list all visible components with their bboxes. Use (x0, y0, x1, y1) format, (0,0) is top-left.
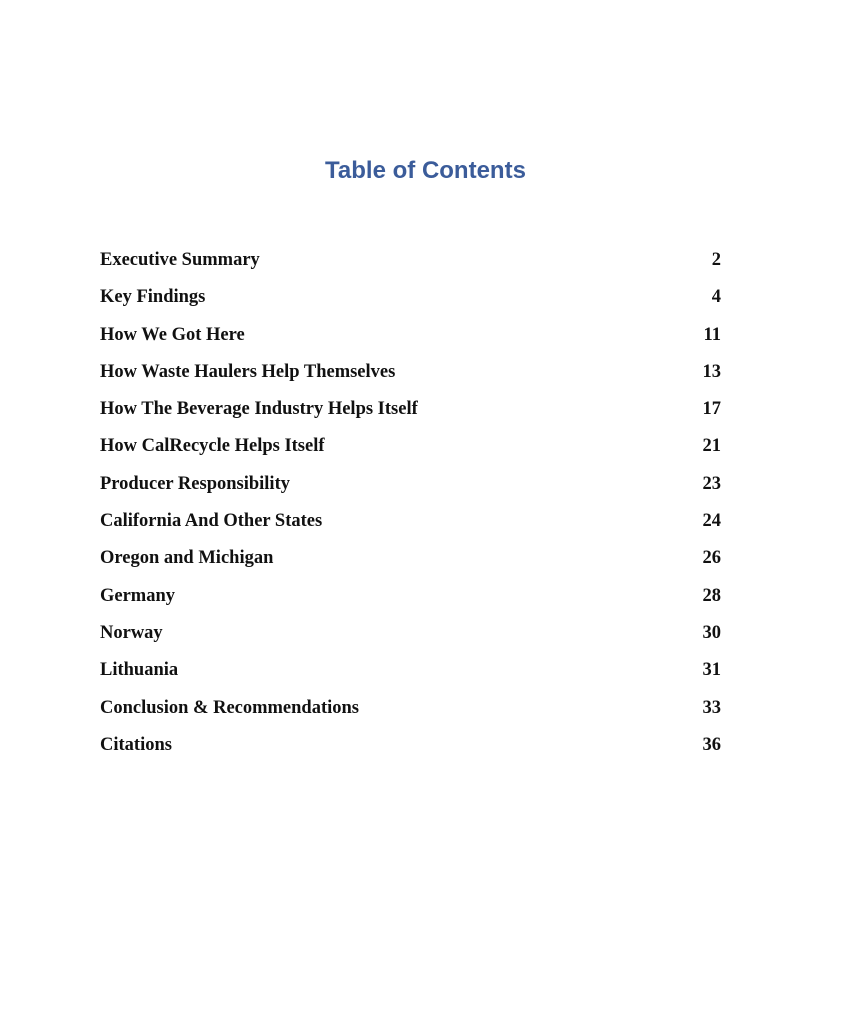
toc-entry[interactable] (100, 466, 721, 503)
toc-entry-page-number: 4 (711, 287, 721, 308)
toc-entry-title: Germany (100, 585, 176, 606)
toc-entry-page-number: 21 (702, 436, 721, 457)
toc-entry-page-number: 30 (702, 622, 721, 643)
toc-entry[interactable] (100, 690, 721, 727)
toc-list (100, 242, 721, 764)
toc-entry-page-number: 11 (703, 324, 721, 345)
toc-entry[interactable] (100, 279, 721, 316)
toc-entry[interactable] (100, 578, 721, 615)
toc-entry[interactable] (100, 391, 721, 428)
toc-entry-title: How The Beverage Industry Helps Itself (100, 399, 418, 420)
toc-entry-title: Key Findings (100, 287, 206, 308)
toc-entry[interactable] (100, 540, 721, 577)
toc-entry-page-number: 31 (702, 660, 721, 681)
toc-entry[interactable] (100, 242, 721, 279)
toc-entry[interactable] (100, 354, 721, 391)
toc-entry-page-number: 24 (702, 511, 721, 532)
toc-entry-title: Producer Responsibility (100, 473, 290, 494)
toc-entry-page-number: 17 (702, 399, 721, 420)
toc-entry-title: Executive Summary (100, 250, 260, 270)
toc-entry[interactable] (100, 652, 721, 689)
toc-entry-title: Norway (100, 622, 163, 643)
toc-entry-page-number: 28 (702, 585, 721, 606)
toc-entry-title: Lithuania (100, 660, 179, 681)
toc-entry-title: How CalRecycle Helps Itself (100, 436, 325, 457)
toc-entry[interactable] (100, 615, 721, 652)
toc-entry-title: How Waste Haulers Help Themselves (100, 361, 396, 382)
page-title: Table of Contents (325, 157, 526, 184)
toc-entry[interactable] (100, 317, 721, 354)
toc-entry-page-number: 2 (711, 250, 721, 270)
toc-entry-title: California And Other States (100, 511, 323, 532)
toc-entry[interactable] (100, 428, 721, 465)
toc-entry-page-number: 23 (702, 473, 721, 494)
toc-entry-page-number: 33 (702, 697, 721, 718)
toc-entry-title: How We Got Here (100, 324, 245, 345)
toc-entry-page-number: 36 (702, 734, 721, 755)
toc-entry-title: Citations (100, 734, 172, 755)
toc-entry[interactable] (100, 503, 721, 540)
toc-entry[interactable] (100, 727, 721, 764)
toc-entry-page-number: 26 (702, 548, 721, 569)
toc-entry-title: Oregon and Michigan (100, 548, 274, 569)
toc-entry-title: Conclusion & Recommendations (100, 697, 360, 718)
toc-entry-page-number: 13 (702, 361, 721, 382)
